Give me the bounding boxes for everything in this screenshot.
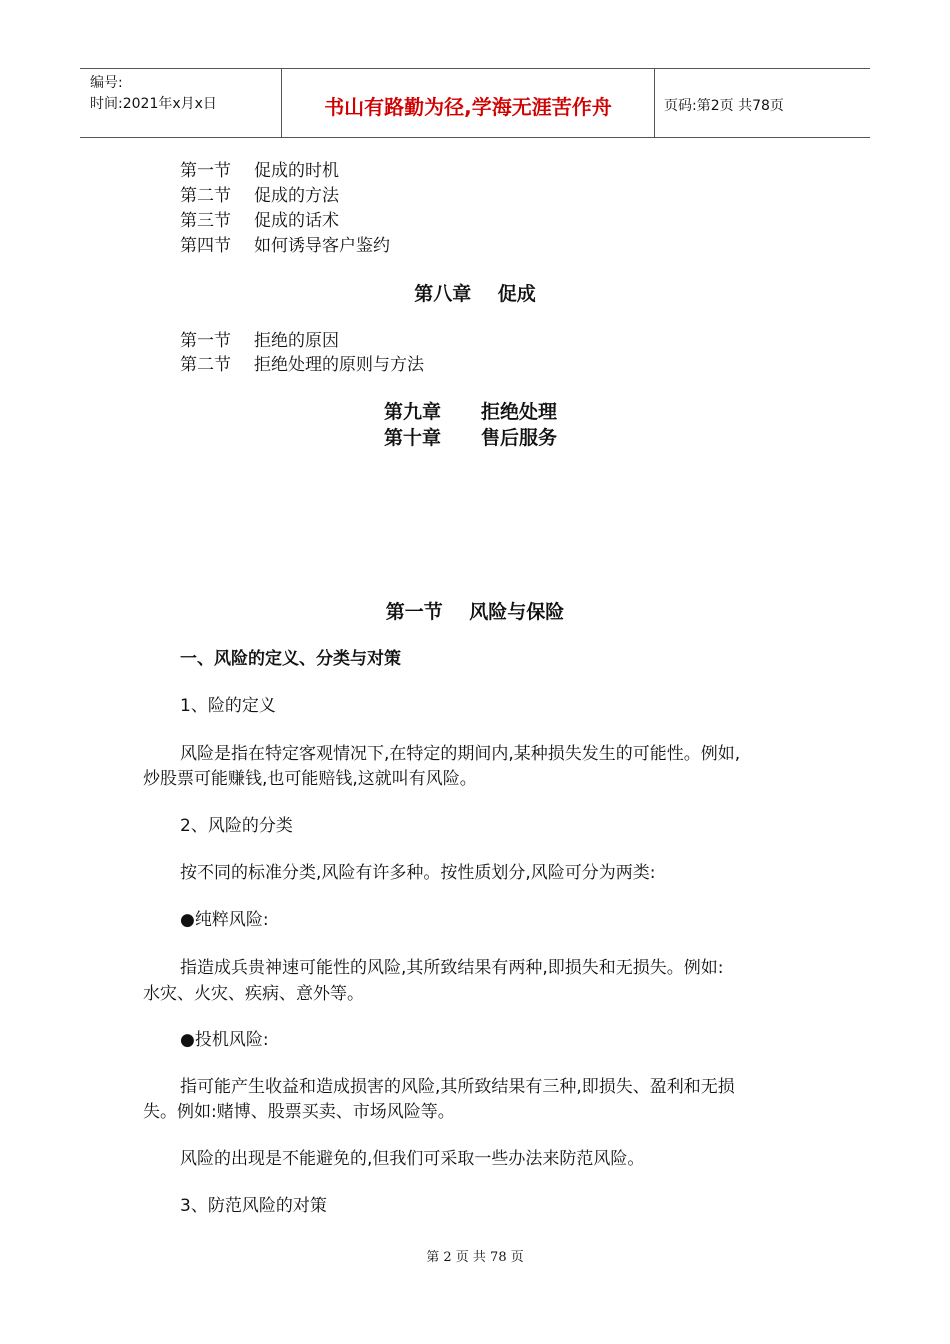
- header-divider: [654, 69, 655, 137]
- chapter-number: 第十章: [384, 427, 442, 449]
- toc-section-title: 促成的方法: [254, 186, 339, 206]
- heading-risk-definition: 一、风险的定义、分类与对策: [180, 649, 401, 669]
- toc-section-number: 第二节: [180, 355, 231, 375]
- toc-section-title: 如何诱导客户鉴约: [254, 236, 390, 256]
- toc-chapter-8[interactable]: [0, 282, 950, 306]
- item-heading: 3、防范风险的对策: [180, 1196, 327, 1216]
- toc-entry[interactable]: [180, 159, 339, 183]
- toc-chapter-9[interactable]: [384, 400, 557, 424]
- header-motto: 书山有路勤为径,学海无涯苦作舟: [324, 95, 612, 119]
- toc-entry[interactable]: [180, 184, 339, 208]
- item-heading: 2、风险的分类: [180, 816, 293, 836]
- paragraph-line: 按不同的标准分类,风险有许多种。按性质划分,风险可分为两类:: [180, 863, 656, 883]
- paragraph-line: 指可能产生收益和造成损害的风险,其所致结果有三种,即损失、盈利和无损: [180, 1077, 735, 1097]
- toc-section-title: 拒绝处理的原则与方法: [254, 355, 424, 375]
- toc-entry[interactable]: [180, 209, 339, 233]
- header-page-info: 页码:第2页 共78页: [664, 98, 784, 114]
- item-heading: 1、险的定义: [180, 696, 276, 716]
- header-meta: [90, 73, 217, 115]
- toc-section-number: 第一节: [180, 161, 231, 181]
- chapter-number: 第八章: [414, 283, 472, 305]
- toc-section-title: 促成的话术: [254, 211, 339, 231]
- toc-section-title: 拒绝的原因: [254, 331, 339, 351]
- toc-section-title: 促成的时机: [254, 161, 339, 181]
- toc-section-number: 第一节: [180, 331, 231, 351]
- toc-entry[interactable]: [180, 234, 390, 258]
- chapter-title: 促成: [497, 283, 536, 305]
- toc-entry[interactable]: [180, 353, 424, 377]
- page-header: [80, 68, 870, 138]
- toc-section-number: 第三节: [180, 211, 231, 231]
- chapter-title: 拒绝处理: [481, 401, 558, 423]
- paragraph-line: 失。例如:赌博、股票买卖、市场风险等。: [143, 1102, 455, 1122]
- paragraph-line: 风险的出现是不能避免的,但我们可采取一些办法来防范风险。: [180, 1149, 645, 1169]
- toc-chapter-10[interactable]: [384, 426, 557, 450]
- paragraph-line: 指造成兵贵神速可能性的风险,其所致结果有两种,即损失和无损失。例如:: [180, 958, 724, 978]
- chapter-number: 第九章: [384, 401, 442, 423]
- time-label: 时间:2021年x月x日: [90, 96, 217, 112]
- paragraph-line: 炒股票可能赚钱,也可能赔钱,这就叫有风险。: [143, 769, 477, 789]
- paragraph-line: 水灾、火灾、疾病、意外等。: [143, 984, 364, 1004]
- toc-entry[interactable]: [180, 329, 339, 353]
- bullet-item: ●投机风险:: [180, 1030, 269, 1050]
- section-title: 第一节 风险与保险: [385, 601, 565, 623]
- serial-label: 编号:: [90, 75, 123, 91]
- page-footer: 第 2 页 共 78 页: [426, 1250, 524, 1265]
- chapter-title: 售后服务: [481, 427, 558, 449]
- toc-section-number: 第四节: [180, 236, 231, 256]
- toc-section-number: 第二节: [180, 186, 231, 206]
- bullet-item: ●纯粹风险:: [180, 910, 269, 930]
- paragraph-line: 风险是指在特定客观情况下,在特定的期间内,某种损失发生的可能性。例如,: [180, 744, 741, 764]
